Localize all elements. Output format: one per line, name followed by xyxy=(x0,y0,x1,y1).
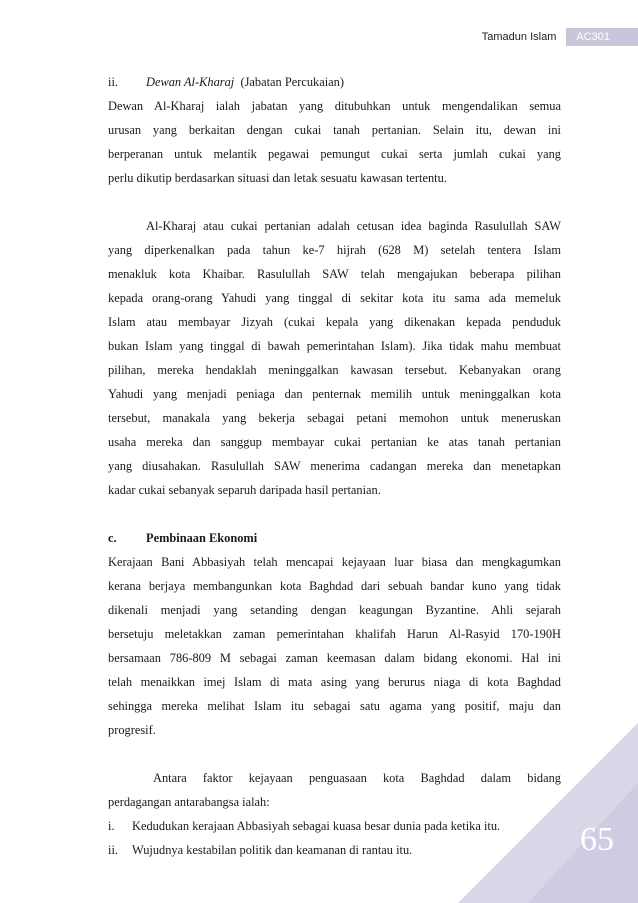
section-c-title: Pembinaan Ekonomi xyxy=(146,531,258,545)
paragraph-line: dikenali menjadi yang setanding dengan keagungan Byzantine. Ahli sejarah xyxy=(108,603,561,617)
paragraph-line: Yahudi yang menjadi peniaga dan penternak memilih untuk meninggalkan kota xyxy=(108,387,561,401)
paragraph-line: usaha mereka dan sanggup membayar cukai pertanian ke atas tanah pertanian xyxy=(108,435,561,449)
paragraph-line: yang diperkenalkan pada tahun ke-7 hijrah (628 M) setelah tentera Islam xyxy=(108,243,561,257)
header-course-code: AC301 xyxy=(566,28,638,46)
paragraph-line: berperanan untuk melantik pegawai pemungut cukai serta jumlah cukai yang xyxy=(108,147,561,161)
corner-decoration xyxy=(458,723,638,903)
section-c-number: c. xyxy=(108,531,117,545)
paragraph-line: sehingga mereka melihat Islam itu sebagai satu agama yang positif, maju dan xyxy=(108,699,561,713)
paragraph-line: kepada orang-orang Yahudi yang tinggal di sekitar kota itu sama ada memeluk xyxy=(108,291,561,305)
paragraph-line: pilihan, mereka hendaklah meninggalkan kawasan tersebut. Kebanyakan orang xyxy=(108,363,561,377)
paragraph-line: Kerajaan Bani Abbasiyah telah mencapai kejayaan luar biasa dan mengkagumkan xyxy=(108,555,561,569)
list-marker: ii. xyxy=(108,843,118,857)
section-ii-heading xyxy=(108,70,561,94)
paragraph-line: progresif. xyxy=(108,723,156,737)
paragraph-line: bersamaan 786-809 M sebagai zaman keemasan dalam bidang ekonomi. Hal ini xyxy=(108,651,561,665)
paragraph-line: telah menaikkan imej Islam di mata asing yang berurus niaga di kota Baghdad xyxy=(108,675,561,689)
section-ii-title: Dewan Al-Kharaj xyxy=(146,75,235,89)
paragraph-line: bukan Islam yang tinggal di bawah pemerintahan Islam). Jika tidak mahu membuat xyxy=(108,339,561,353)
section-c-heading xyxy=(108,526,561,550)
paragraph-line: Islam atau membayar Jizyah (cukai kepala yang dikenakan kepada penduduk xyxy=(108,315,561,329)
paragraph-line: kerana berjaya membangunkan kota Baghdad dari sebuah bandar kuno yang tidak xyxy=(108,579,561,593)
list-text: Wujudnya kestabilan politik dan keamanan di rantau itu. xyxy=(132,843,413,857)
paragraph-line: perdagangan antarabangsa ialah: xyxy=(108,795,270,809)
paragraph-line: Al-Kharaj atau cukai pertanian adalah cetusan idea baginda Rasulullah SAW xyxy=(146,219,561,233)
section-ii-number: ii. xyxy=(108,75,118,89)
paragraph-line: tersebut, manakala yang bekerja sebagai petani memohon untuk meneruskan xyxy=(108,411,561,425)
paragraph-line: yang diusahakan. Rasulullah SAW menerima cadangan mereka dan menetapkan xyxy=(108,459,561,473)
list-marker: i. xyxy=(108,819,115,833)
paragraph-line: Antara faktor kejayaan penguasaan kota Baghdad dalam bidang xyxy=(153,771,561,785)
page-number: 65 xyxy=(580,821,614,858)
paragraph-line: Dewan Al-Kharaj ialah jabatan yang ditubuhkan untuk mengendalikan semua xyxy=(108,99,561,113)
paragraph-line: perlu dikutip berdasarkan situasi dan letak sesuatu kawasan tertentu. xyxy=(108,171,447,185)
page-header xyxy=(482,28,638,46)
section-ii-subtitle: (Jabatan Percukaian) xyxy=(240,75,344,89)
paragraph-line: urusan yang berkaitan dengan cukai tanah pertanian. Selain itu, dewan ini xyxy=(108,123,561,137)
paragraph-line: menakluk kota Khaibar. Rasulullah SAW telah mengajukan beberapa pilihan xyxy=(108,267,561,281)
paragraph-line: bersetuju meletakkan zaman pemerintahan khalifah Harun Al-Rasyid 170-190H xyxy=(108,627,561,641)
paragraph-line: kadar cukai sebanyak separuh daripada hasil pertanian. xyxy=(108,483,381,497)
list-text: Kedudukan kerajaan Abbasiyah sebagai kuasa besar dunia pada ketika itu. xyxy=(132,819,501,833)
header-title: Tamadun Islam xyxy=(481,31,557,43)
